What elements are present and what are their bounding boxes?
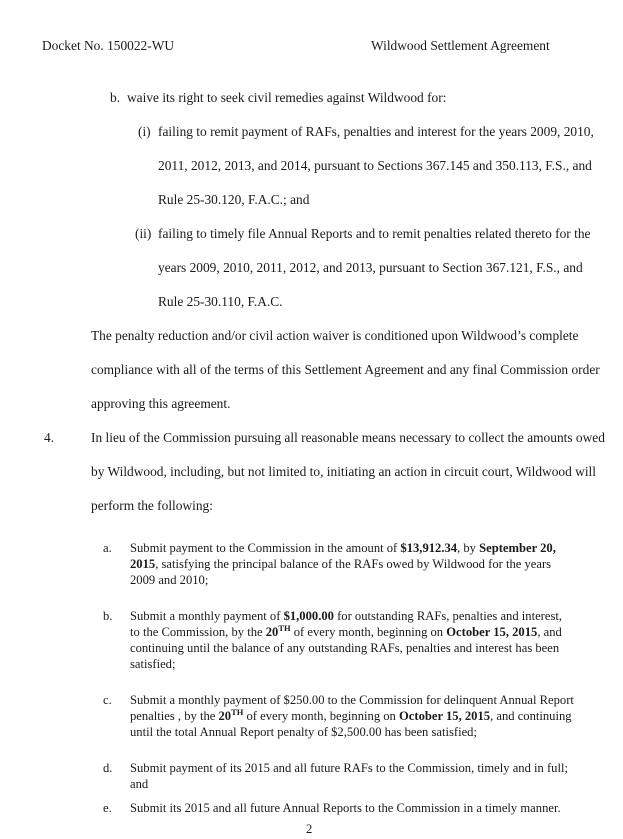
item-c-line2: penalties , by the 20TH of every month, beginning on October 15, 2015, and continuing (130, 707, 572, 723)
sub-ii-line2: years 2009, 2010, 2011, 2012, and 2013, pursuant to Section 367.121, F.S., and (158, 260, 583, 275)
section-4-line2: by Wildwood, including, but not limited to, initiating an action in circuit court, Wildwood will (91, 464, 596, 479)
amount-13912: $13,912.34 (400, 541, 458, 555)
item-c-line1: Submit a monthly payment of $250.00 to the Commission for delinquent Annual Report (130, 693, 574, 707)
sub-ii-line1: failing to timely file Annual Reports and to remit penalties related thereto for the (158, 226, 591, 241)
item-4b-label: b. (103, 609, 113, 623)
waiver-line3: approving this agreement. (91, 396, 231, 411)
date-oct-15-c: October 15, 2015 (399, 709, 491, 723)
date-oct-15: October 15, 2015 (446, 625, 538, 639)
sub-ii-label: (ii) (135, 226, 152, 241)
item-d-line2: and (130, 777, 149, 791)
item-a-line3: 2009 and 2010; (130, 573, 209, 587)
item-c-line3: until the total Annual Report penalty of $2,500.00 has been satisfied; (130, 725, 477, 739)
item-c-label: c. (103, 693, 112, 707)
item-b-text: waive its right to seek civil remedies against Wildwood for: (127, 90, 447, 105)
section-4-line3: perform the following: (91, 498, 213, 513)
amount-1000: $1,000.00 (283, 609, 334, 623)
sub-i-line1: failing to remit payment of RAFs, penalties and interest for the years 2009, 2010, (158, 124, 594, 139)
item-e-line1: Submit its 2015 and all future Annual Reports to the Commission in a timely manner. (130, 801, 561, 815)
section-4-number: 4. (44, 430, 55, 445)
docket-number: Docket No. 150022-WU (42, 38, 175, 53)
section-4-line1: In lieu of the Commission pursuing all reasonable means necessary to collect the amounts owed (91, 430, 605, 445)
document-title: Wildwood Settlement Agreement (371, 38, 550, 53)
item-d-label: d. (103, 761, 113, 775)
waiver-line1: The penalty reduction and/or civil action waiver is conditioned upon Wildwood’s complete (91, 328, 579, 343)
item-4b-line2: to the Commission, by the 20TH of every month, beginning on October 15, 2015, and (130, 623, 562, 639)
sub-i-label: (i) (138, 124, 151, 139)
date-sept-20: September 20, (479, 541, 556, 555)
waiver-line2: compliance with all of the terms of this Settlement Agreement and any final Commission order (91, 362, 600, 377)
sub-i-line2: 2011, 2012, 2013, and 2014, pursuant to Sections 367.145 and 350.113, F.S., and (158, 158, 592, 173)
item-4b-line4: satisfied; (130, 657, 176, 671)
item-a-label: a. (103, 541, 112, 555)
item-e-label: e. (103, 801, 112, 815)
page-number: 2 (306, 822, 313, 836)
sub-ii-line3: Rule 25-30.110, F.A.C. (158, 294, 283, 309)
item-4b-line3: continuing until the balance of any outstanding RAFs, penalties and interest has been (130, 641, 560, 655)
item-d-line1: Submit payment of its 2015 and all future RAFs to the Commission, timely and in full; (130, 761, 568, 775)
item-b-label: b. (110, 90, 121, 105)
item-a-line2: 2015, satisfying the principal balance of the RAFs owed by Wildwood for the years (130, 557, 552, 571)
sub-i-line3: Rule 25-30.120, F.A.C.; and (158, 192, 310, 207)
item-4b-line1: Submit a monthly payment of $1,000.00 for outstanding RAFs, penalties and interest, (130, 609, 562, 623)
item-a-line1: Submit payment to the Commission in the amount of $13,912.34, by September 20, (130, 541, 556, 555)
